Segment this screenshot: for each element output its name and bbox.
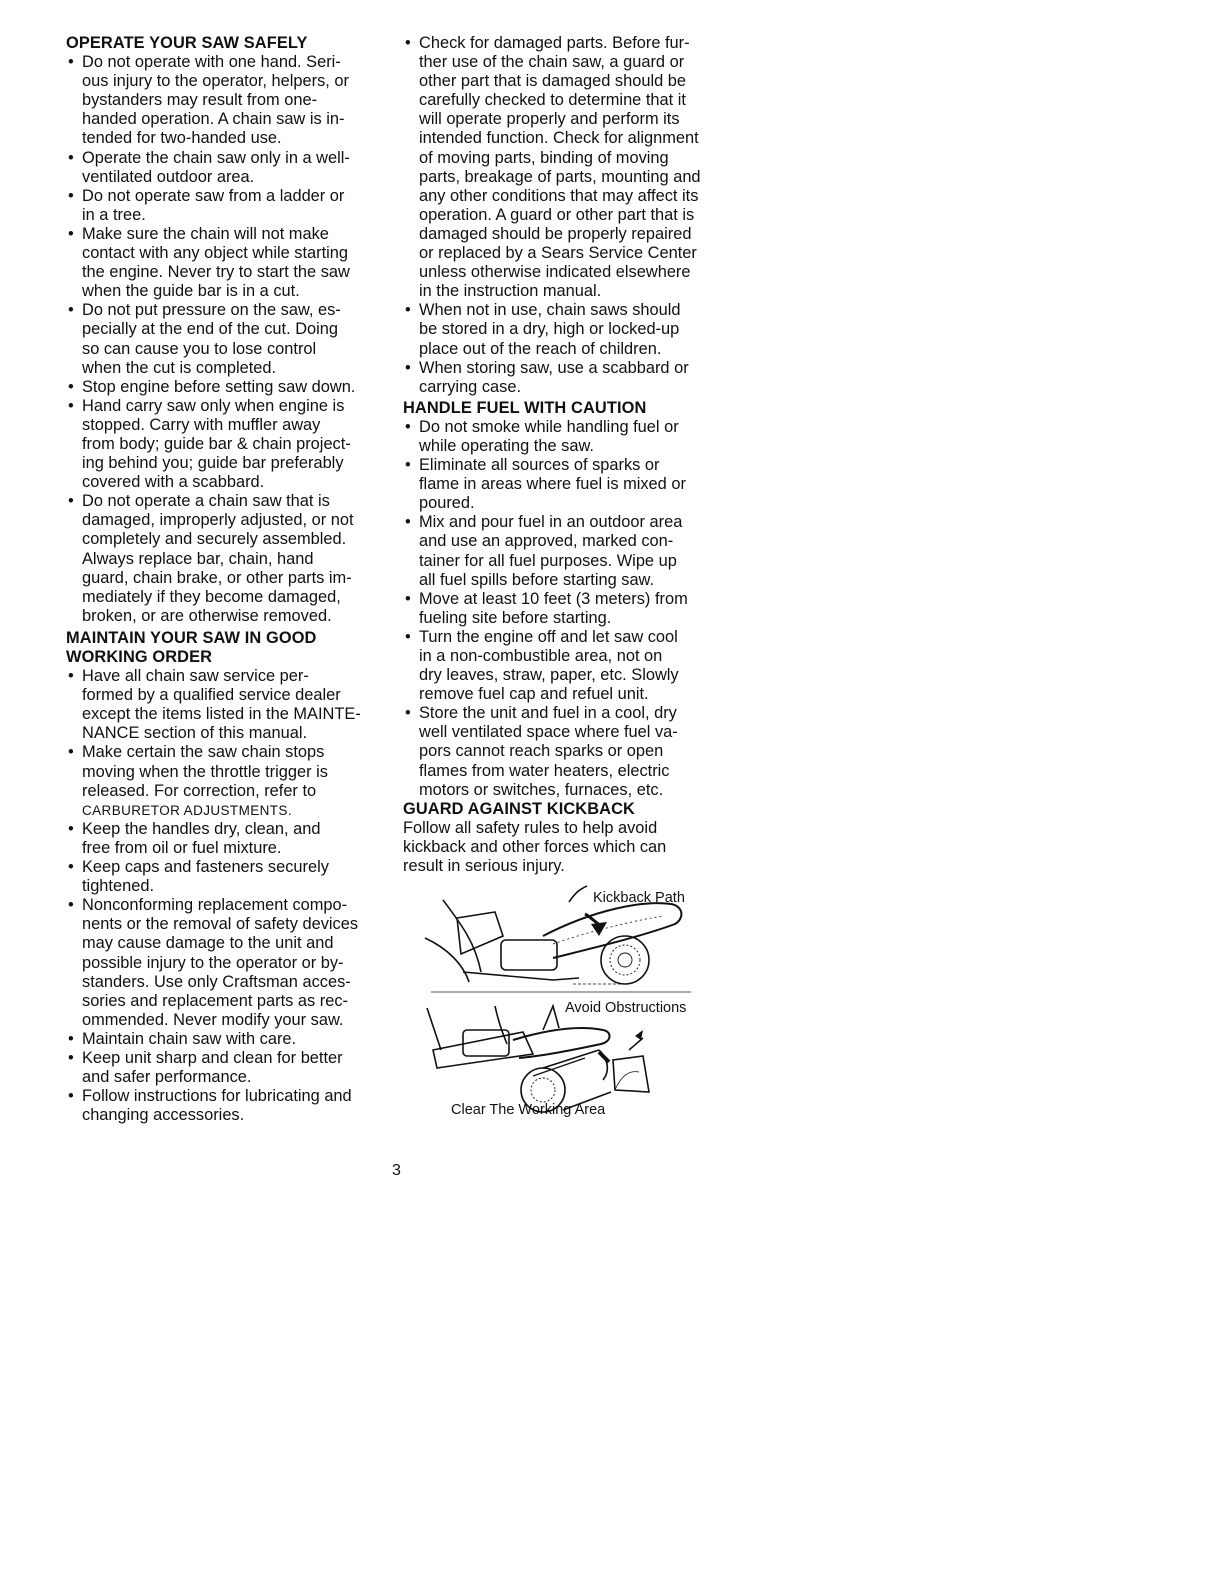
list-item: • Store the unit and fuel in a cool, dry well ventilated space where fuel va- pors cannot reach sparks or open flames from water heaters, electric motors or switches, furnaces, etc. (403, 704, 733, 799)
section-heading: GUARD AGAINST KICKBACK (403, 799, 635, 818)
list-item: • Make sure the chain will not make contact with any object while starting the engine. Never try to start the saw when the guide bar is in a cut. (66, 225, 396, 301)
list-item: • Stop engine before setting saw down. (66, 378, 396, 397)
section-heading: HANDLE FUEL WITH CAUTION (403, 398, 647, 417)
list-item: • Nonconforming replacement compo- nents or the removal of safety devices may cause damage to the unit and possible injury to the operator or by- standers. Use only Craftsman acces- sories and replacement parts as rec- ommended. Never modify your saw. (66, 896, 396, 1030)
list-item: • Make certain the saw chain stops moving when the throttle trigger is released. For correction, refer to CARBURETOR ADJUSTMENTS. (66, 743, 396, 819)
list-item: • Mix and pour fuel in an outdoor area and use an approved, marked con- tainer for all fuel purposes. Wipe up all fuel spills before starting saw. (403, 513, 733, 589)
maintain-saw-section (66, 629, 396, 1125)
page-number: 3 (392, 1162, 401, 1179)
kickback-paragraph: Follow all safety rules to help avoid kickback and other forces which can result in serious injury. (403, 818, 667, 876)
list-item: • Keep unit sharp and clean for better and safer performance. (66, 1049, 396, 1087)
list-item: • Do not put pressure on the saw, es- pecially at the end of the cut. Doing so can cause you to lose control when the cut is completed. (66, 301, 396, 377)
right-column (403, 34, 733, 1128)
section-heading: MAINTAIN YOUR SAW IN GOOD WORKING ORDER (66, 628, 317, 666)
list-item: • Do not operate saw from a ladder or in a tree. (66, 187, 396, 225)
list-item: • Keep the handles dry, clean, and free from oil or fuel mixture. (66, 820, 396, 858)
list-item: • Follow instructions for lubricating and changing accessories. (66, 1087, 396, 1125)
list-item: • Have all chain saw service per- formed by a qualified service dealer except the items listed in the MAINTE- NANCE section of this manual. (66, 667, 396, 743)
list-item: • Eliminate all sources of sparks or flame in areas where fuel is mixed or poured. (403, 456, 733, 513)
list-item: • Hand carry saw only when engine is stopped. Carry with muffler away from body; guide bar & chain project- ing behind you; guide bar preferably covered with a scabbard. (66, 397, 396, 492)
list-item: • Do not operate with one hand. Seri- ous injury to the operator, helpers, or bystanders may result from one- handed operation. A chain saw is in- tended for two-handed use. (66, 53, 396, 148)
list-item: • Turn the engine off and let saw cool in a non-combustible area, not on dry leaves, straw, paper, etc. Slowly remove fuel cap and refuel unit. (403, 628, 733, 704)
list-item: • Move at least 10 feet (3 meters) from fueling site before starting. (403, 590, 733, 628)
operate-safely-section (66, 34, 396, 626)
bullet-list (66, 53, 396, 626)
list-item: • Do not operate a chain saw that is damaged, improperly adjusted, or not completely and securely assembled. Always replace bar, chain, hand guard, chain brake, or other parts im- mediately if they become damaged, broken, or are otherwise removed. (66, 492, 396, 626)
kickback-path-label: Kickback Path (593, 890, 685, 907)
left-column (66, 34, 396, 1125)
list-item: • Do not smoke while handling fuel or while operating the saw. (403, 418, 733, 456)
list-item: • Check for damaged parts. Before fur- ther use of the chain saw, a guard or other part that is damaged should be carefully checked to determine that it will operate properly and perform its intended function. Check for alignment of moving parts, binding of moving parts, breakage of parts, mounting and any other conditions that may affect its operation. A guard or other part that is damaged should be properly repaired or replaced by a Sears Service Center unless otherwise indicated elsewhere in the instruction manual. (403, 34, 733, 301)
list-item: • When not in use, chain saws should be stored in a dry, high or locked-up place out of the reach of children. (403, 301, 733, 358)
bullet-list (403, 418, 733, 800)
kickback-section (403, 800, 733, 1128)
list-item: • Operate the chain saw only in a well- ventilated outdoor area. (66, 149, 396, 187)
section-heading: OPERATE YOUR SAW SAFELY (66, 34, 308, 52)
list-item: • Maintain chain saw with care. (66, 1030, 396, 1049)
list-item: • Keep caps and fasteners securely tightened. (66, 858, 396, 896)
avoid-obstructions-label: Avoid Obstructions (565, 1000, 687, 1017)
kickback-illustration (403, 880, 733, 1128)
fuel-section (403, 399, 733, 800)
list-item: • When storing saw, use a scabbard or carrying case. (403, 359, 733, 397)
figure-caption: Clear The Working Area (451, 1102, 606, 1119)
bullet-list (66, 667, 396, 1125)
bullet-list (403, 34, 733, 397)
obstruction-scene (427, 1006, 649, 1112)
